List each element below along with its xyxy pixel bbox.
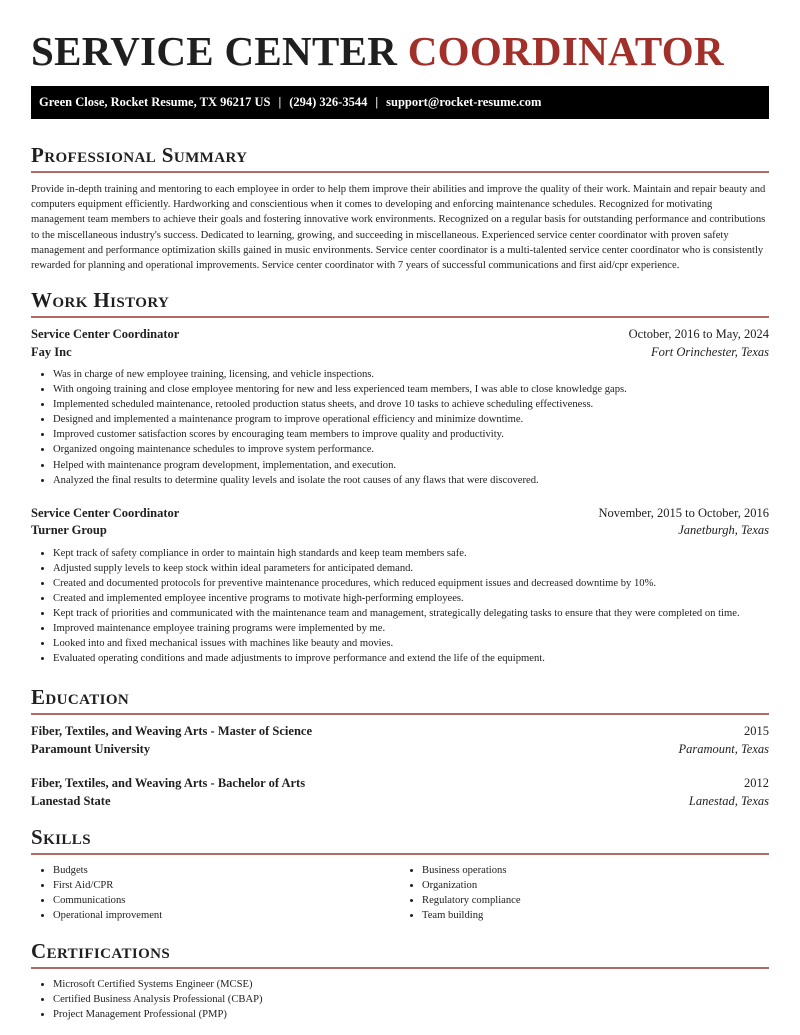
job-bullet: • Evaluated operating conditions and made adjustments to improve performance and extend the life of the equipment.: [53, 651, 769, 666]
job-dates: November, 2015 to October, 2016: [598, 505, 769, 520]
job-bullet: • Improved maintenance employee training programs were implemented by me.: [53, 621, 769, 636]
job-company: Fay Inc: [31, 344, 72, 359]
summary-section: [31, 142, 769, 273]
education-entry: [31, 775, 769, 810]
job-bullet: • Analyzed the final results to determine quality levels and isolate the root causes of any flaws that were discovered.: [53, 473, 769, 488]
entry-row: [31, 326, 769, 344]
education-entry: [31, 723, 769, 758]
section-heading: Skills: [31, 825, 91, 849]
job-bullets: [31, 546, 769, 667]
job-bullet: • Was in charge of new employee training, licensing, and vehicle inspections.: [53, 367, 769, 382]
job-bullet: • Kept track of safety compliance in order to maintain high standards and keep team members safe.: [53, 546, 769, 561]
section-divider: [31, 853, 769, 855]
entry-row: [31, 775, 769, 793]
certification-item: • Project Management Professional (PMP): [53, 1007, 769, 1022]
skills-list-left: [31, 863, 400, 923]
contact-bar: [31, 86, 769, 119]
education-degree: Fiber, Textiles, and Weaving Arts - Bachelor of Arts: [31, 776, 306, 790]
skills-columns: [31, 863, 769, 923]
education-section: [31, 684, 769, 810]
section-heading: Work History: [31, 288, 170, 312]
entry-row: [31, 505, 769, 523]
entry-row: [31, 793, 769, 811]
skill-item: • Budgets: [53, 863, 400, 878]
section-divider: [31, 171, 769, 173]
job-bullet: • Organized ongoing maintenance schedules to improve system performance.: [53, 442, 769, 457]
education-degree: Fiber, Textiles, and Weaving Arts - Master of Science: [31, 724, 313, 738]
section-heading: Certifications: [31, 939, 171, 963]
entry-row: [31, 344, 769, 362]
job-entry: [31, 326, 769, 488]
contact-phone[interactable]: (294) 326-3544: [289, 95, 368, 109]
summary-text: Provide in-depth training and mentoring to each employee in order to help them improve their abilities and improve the quality of their work. Maintain and repair beauty and computers equipment efficiently. Hardworking and conscientious when it comes to developing and enforcing maintenance schedules. Recognized for motivating management team members to achieve their goals and fostering innovative work environments. Recognized on a regular basis for outstanding performance and contributions to the miscellaneous industry's success. Dedicated to learning, growing, and succeeding in miscellaneous. Experienced service center coordinator with proven safety management and performance optimization skills gained in music environments. Service center coordinator is a multi-talented service center coordinator who is consistently rewarded for planning and operational improvements. Service center coordinator with 7 years of successful communications and first aid/cpr experience.: [31, 184, 766, 272]
education-location: Paramount, Texas: [678, 741, 769, 756]
skills-list-right: [400, 863, 769, 923]
title-main: SERVICE CENTER: [31, 28, 398, 74]
certifications-list: [31, 977, 769, 1022]
job-title: Service Center Coordinator: [31, 327, 180, 341]
skill-item: • Communications: [53, 893, 400, 908]
job-bullet: • Looked into and fixed mechanical issues with machines like beauty and movies.: [53, 636, 769, 651]
section-divider: [31, 316, 769, 318]
job-bullet: • Helped with maintenance program development, implementation, and execution.: [53, 458, 769, 473]
job-bullet: • With ongoing training and close employee mentoring for new and less experienced team members, I was able to close knowledge gaps.: [53, 382, 769, 397]
work-history-section: [31, 287, 769, 667]
job-company: Turner Group: [31, 523, 107, 538]
education-location: Lanestad, Texas: [688, 793, 769, 808]
education-list: [31, 723, 769, 810]
certification-item: • Certified Business Analysis Professional (CBAP): [53, 992, 769, 1007]
skill-item: • First Aid/CPR: [53, 878, 400, 893]
job-bullet: • Adjusted supply levels to keep stock within ideal parameters for anticipated demand.: [53, 561, 769, 576]
section-divider: [31, 713, 769, 715]
job-bullet: • Created and documented protocols for preventive maintenance procedures, which reduced equipment issues and decreased downtime by 10%.: [53, 576, 769, 591]
job-bullet: • Kept track of priorities and communicated with the maintenance team and management, strategically delegating tasks to ensure that they were completed on time.: [53, 606, 769, 621]
job-bullet: • Created and implemented employee incentive programs to motivate high-performing employees.: [53, 591, 769, 606]
skills-section: [31, 824, 769, 923]
skill-item: • Business operations: [422, 863, 769, 878]
certifications-section: [31, 938, 769, 1022]
job-bullet: • Improved customer satisfaction scores by encouraging team members to improve quality and productivity.: [53, 427, 769, 442]
skill-item: • Team building: [422, 908, 769, 923]
title-accent: COORDINATOR: [407, 28, 724, 74]
education-year: 2012: [744, 776, 769, 790]
contact-email[interactable]: support@rocket-resume.com: [386, 95, 542, 109]
job-location: Janetburgh, Texas: [678, 523, 769, 538]
contact-separator: |: [375, 95, 379, 109]
entry-row: [31, 741, 769, 759]
contact-address: Green Close, Rocket Resume, TX 96217 US: [39, 95, 271, 109]
education-school: Lanestad State: [31, 793, 111, 808]
education-school: Paramount University: [31, 741, 151, 756]
certification-item: • Microsoft Certified Systems Engineer (MCSE): [53, 977, 769, 992]
job-entry: [31, 505, 769, 667]
section-heading: Education: [31, 685, 130, 709]
entry-row: [31, 723, 769, 741]
skill-item: • Organization: [422, 878, 769, 893]
section-heading: Professional Summary: [31, 143, 248, 167]
job-location: Fort Orinchester, Texas: [651, 344, 769, 359]
skill-item: • Operational improvement: [53, 908, 400, 923]
job-bullet: • Implemented scheduled maintenance, retooled production status sheets, and drove 10 tasks to achieve scheduling effectiveness.: [53, 397, 769, 412]
contact-separator: |: [278, 95, 282, 109]
job-list: [31, 326, 769, 667]
education-year: 2015: [744, 724, 769, 738]
section-divider: [31, 967, 769, 969]
job-title: Service Center Coordinator: [31, 505, 180, 520]
resume-title: [31, 30, 724, 72]
job-bullet: • Designed and implemented a maintenance program to improve operational efficiency and minimize downtime.: [53, 412, 769, 427]
skill-item: • Regulatory compliance: [422, 893, 769, 908]
job-bullets: [31, 367, 769, 488]
entry-row: [31, 522, 769, 540]
job-dates: October, 2016 to May, 2024: [628, 327, 769, 341]
